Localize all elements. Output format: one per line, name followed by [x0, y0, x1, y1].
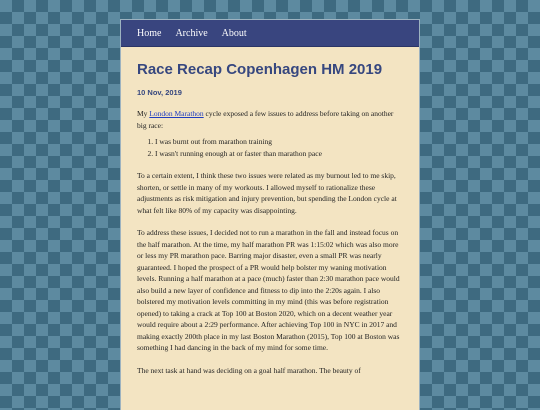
nav-about-link[interactable]: About [221, 27, 247, 39]
intro-paragraph [137, 108, 403, 131]
post-article [121, 47, 419, 376]
post-date: 10 Nov, 2019 [137, 88, 182, 97]
body-paragraph: To a certain extent, I think these two issues were related as my burnout led to me skip, shorten, or settle in many of my workouts. I allowed myself to rationalize these adjustments as risk mitigation and injury prevention, but spending the London cycle at what felt like 80% of my capacity was disappointing. [137, 171, 397, 215]
body-paragraph: To address these issues, I decided not to run a marathon in the fall and instead focus on the half marathon. At the time, my half marathon PR was 1:15:02 which was also more or less my PR marathon pace. Barring major disaster, even a small PR was nearly guaranteed. I hoped the prospect of a PR would help bolster my waning motivation levels. Running a half marathon at a pace (much) faster than 2:30 marathon pace would also build a new layer of confidence and fitness to dip into the 2:20s again. I also bolstered my motivation levels committing in my mind (this was before registration opened) to taking a crack at Top 100 at Boston 2020, which on a decent weather year would require about a 2:29 performance. After achieving Top 100 in NYC in 2017 and making exactly 200th place in my last Boston Marathon (2015), Top 100 at Boston was something I had dancing in the back of my mind for some time. [137, 228, 400, 352]
intro-text-after: cycle exposed a few issues to address before taking on another big race: [137, 109, 394, 130]
intro-text-before: My [137, 109, 150, 118]
post-title: Race Recap Copenhagen HM 2019 [137, 61, 383, 78]
nav-archive-link[interactable]: Archive [175, 27, 208, 39]
london-marathon-link[interactable]: London Marathon [149, 109, 204, 118]
list-item: 2. I wasn't running enough at or faster than marathon pace [155, 148, 403, 160]
body-paragraph: The next task at hand was deciding on a goal half marathon. The beauty of [137, 365, 361, 375]
top-navbar [121, 20, 419, 47]
page-container [121, 20, 419, 410]
issues-list [137, 136, 403, 159]
nav-home-link[interactable]: Home [137, 27, 162, 39]
list-item: 1. I was burnt out from marathon training [155, 136, 403, 148]
